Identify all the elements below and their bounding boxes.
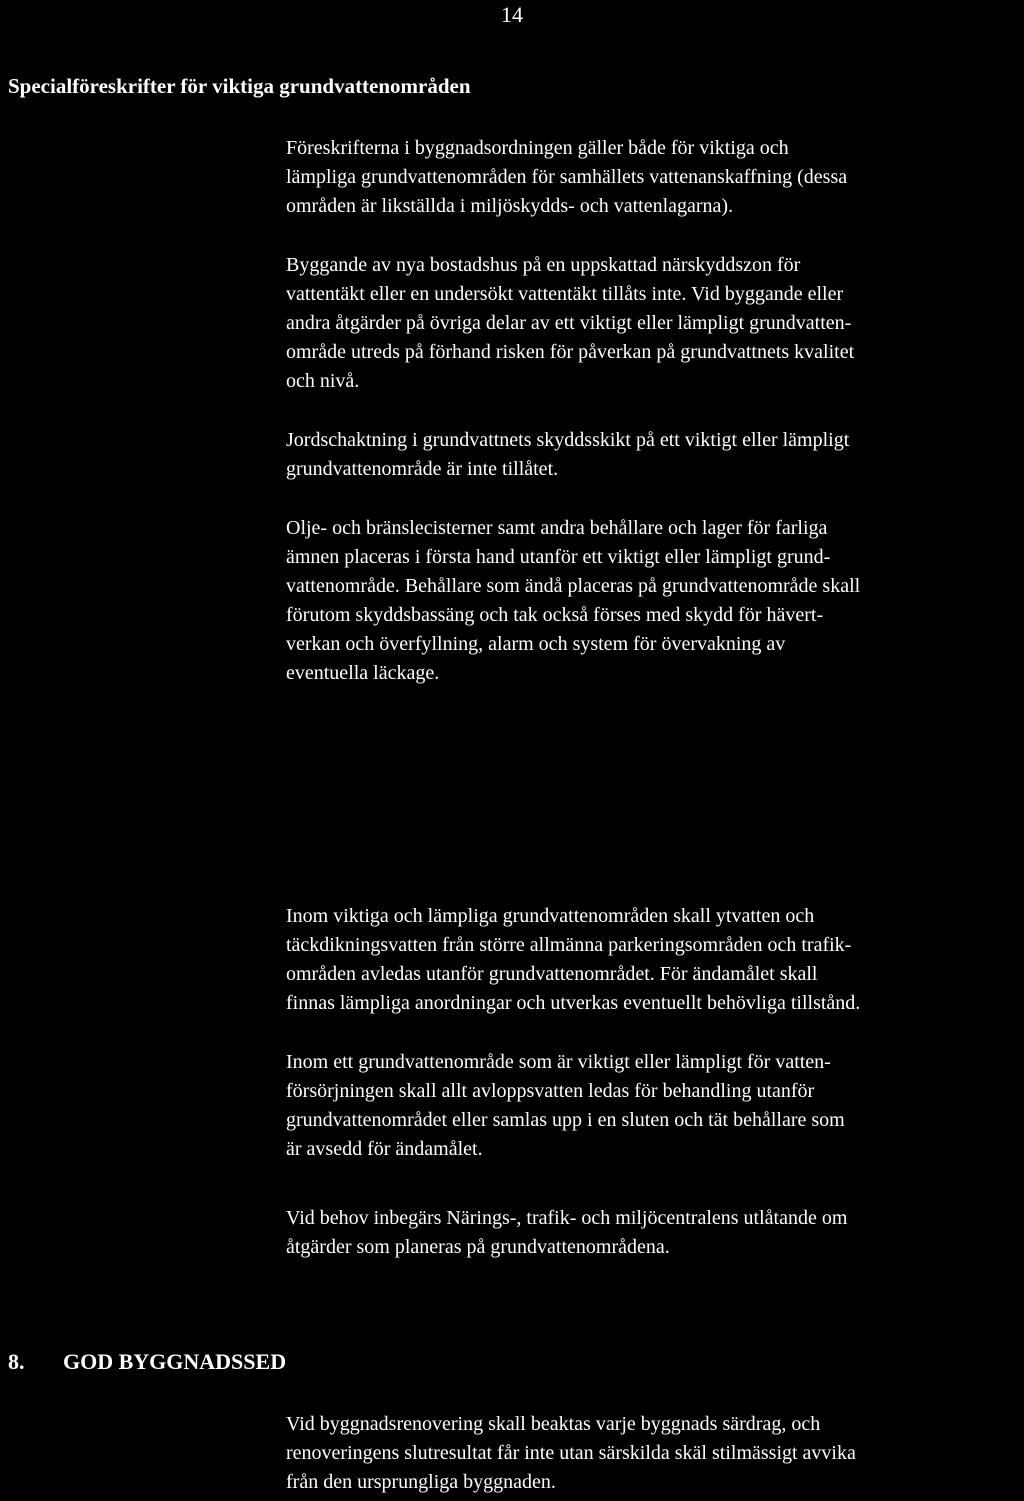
text-line: Olje- och bränslecisterner samt andra behållare och lager för farliga	[286, 517, 828, 539]
paragraph-1	[286, 134, 1016, 221]
text-line: förutom skyddsbassäng och tak också förses med skydd för hävert-	[286, 604, 824, 626]
text-line: täckdikningsvatten från större allmänna parkeringsområden och trafik-	[286, 934, 852, 956]
text-line: område utreds på förhand risken för påverkan på grundvattnets kvalitet	[286, 341, 855, 363]
paragraph-6	[286, 1048, 1016, 1164]
text-line: från den ursprungliga byggnaden.	[286, 1471, 556, 1493]
text-line: områden avledas utanför grundvattenområdet. För ändamålet skall	[286, 963, 818, 985]
paragraph-2	[286, 251, 1016, 396]
text-line: renoveringens slutresultat får inte utan särskilda skäl stilmässigt avvika	[286, 1442, 856, 1464]
text-line: verkan och överfyllning, alarm och system för övervakning av	[286, 633, 786, 655]
text-line: Byggande av nya bostadshus på en uppskattad närskyddszon för	[286, 254, 801, 276]
text-line: grundvattenområdet eller samlas upp i en sluten och tät behållare som	[286, 1109, 845, 1131]
text-line: Inom ett grundvattenområde som är viktigt eller lämpligt för vatten-	[286, 1051, 831, 1073]
paragraph-4	[286, 514, 1016, 688]
text-line: Inom viktiga och lämpliga grundvattenområden skall ytvatten och	[286, 905, 815, 927]
text-line: vattenområde. Behållare som ändå placeras på grundvattenområde skall	[286, 575, 861, 597]
text-line: ämnen placeras i första hand utanför ett viktigt eller lämpligt grund-	[286, 546, 831, 568]
paragraph-8	[286, 1410, 1016, 1497]
text-line: eventuella läckage.	[286, 662, 440, 684]
text-line: Vid byggnadsrenovering skall beaktas varje byggnads särdrag, och	[286, 1413, 821, 1435]
page-number: 14	[501, 2, 523, 27]
text-line: grundvattenområde är inte tillåtet.	[286, 458, 559, 480]
text-line: Jordschaktning i grundvattnets skyddsskikt på ett viktigt eller lämpligt	[286, 429, 850, 451]
chapter-heading	[8, 1349, 286, 1375]
text-line: områden är likställda i miljöskydds- och vattenlagarna).	[286, 195, 734, 217]
text-line: lämpliga grundvattenområden för samhällets vattenanskaffning (dessa	[286, 166, 848, 188]
text-line: åtgärder som planeras på grundvattenområdena.	[286, 1236, 670, 1258]
text-line: finnas lämpliga anordningar och utverkas eventuellt behövliga tillstånd.	[286, 992, 861, 1014]
chapter-number: 8.	[8, 1349, 25, 1374]
text-line: försörjningen skall allt avloppsvatten ledas för behandling utanför	[286, 1080, 815, 1102]
paragraph-7	[286, 1204, 1016, 1262]
text-line: är avsedd för ändamålet.	[286, 1138, 483, 1160]
chapter-title: GOD BYGGNADSSED	[63, 1349, 287, 1374]
text-line: andra åtgärder på övriga delar av ett viktigt eller lämpligt grundvatten-	[286, 312, 852, 334]
paragraph-3	[286, 426, 1016, 484]
text-line: vattentäkt eller en undersökt vattentäkt tillåts inte. Vid byggande eller	[286, 283, 844, 305]
section-heading-groundwater: Specialföreskrifter för viktiga grundvattenområden	[8, 74, 471, 98]
text-line: och nivå.	[286, 370, 360, 392]
paragraph-5	[286, 902, 1016, 1018]
text-line: Föreskrifterna i byggnadsordningen gäller både för viktiga och	[286, 137, 789, 159]
text-line: Vid behov inbegärs Närings-, trafik- och miljöcentralens utlåtande om	[286, 1207, 848, 1229]
